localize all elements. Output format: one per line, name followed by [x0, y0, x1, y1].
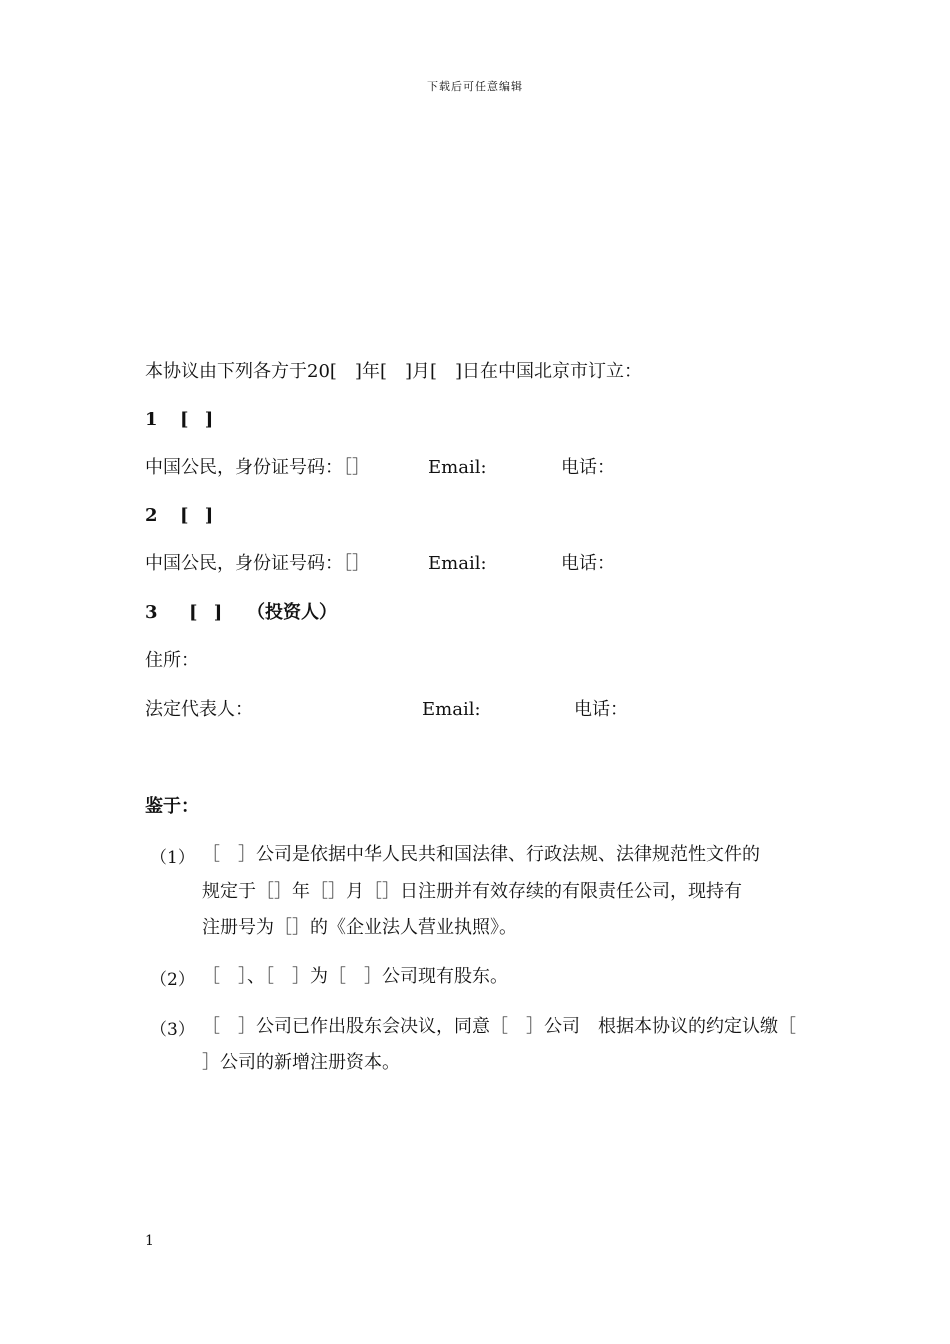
party-2-number: 2: [145, 505, 158, 526]
page-header: 下载后可任意编辑: [427, 80, 523, 93]
party-2-id-line: 中国公民，身份证号码：［］: [145, 553, 370, 574]
party-1-number: 1: [145, 409, 158, 430]
intro-paragraph: 本协议由下列各方于20[ ]年[ ]月[ ]日在中国北京市订立：: [145, 361, 643, 382]
recital-1-line-3: 注册号为［］的《企业法人营业执照》。: [202, 917, 517, 938]
party-1-id-line: 中国公民，身份证号码：［］: [145, 457, 370, 478]
party-3-name: [ ]: [189, 602, 223, 623]
recital-2-label: （2）: [150, 970, 195, 990]
recital-3-label: （3）: [150, 1020, 195, 1040]
recital-1-line-2: 规定于［］年［］月［］日注册并有效存续的有限责任公司，现持有: [202, 881, 742, 902]
party-2-name: [ ]: [180, 505, 214, 526]
party-3-address-label: 住所：: [145, 650, 199, 671]
party-1-phone-label: 电话：: [561, 457, 615, 478]
recital-1-line-1: ［ ］公司是依据中华人民共和国法律、行政法规、法律规范性文件的: [202, 844, 760, 865]
recital-3-line-2: ］公司的新增注册资本。: [202, 1052, 400, 1073]
party-3-role: （投资人）: [247, 602, 337, 623]
whereas-heading: 鉴于：: [145, 796, 199, 817]
party-3-number: 3: [145, 602, 158, 623]
recital-1-label: （1）: [150, 848, 195, 868]
party-3-rep-label: 法定代表人：: [145, 699, 253, 720]
party-1-name: [ ]: [180, 409, 214, 430]
recital-2-line-1: ［ ］、［ ］为［ ］公司现有股东。: [202, 966, 508, 987]
party-2-phone-label: 电话：: [561, 553, 615, 574]
party-3-email-label: Email:: [422, 699, 481, 720]
page-number: 1: [145, 1233, 154, 1249]
party-1-email-label: Email:: [428, 457, 487, 478]
party-3-phone-label: 电话：: [574, 699, 628, 720]
recital-3-line-1: ［ ］公司已作出股东会决议，同意［ ］公司 根据本协议的约定认缴［: [202, 1016, 796, 1037]
party-2-email-label: Email:: [428, 553, 487, 574]
